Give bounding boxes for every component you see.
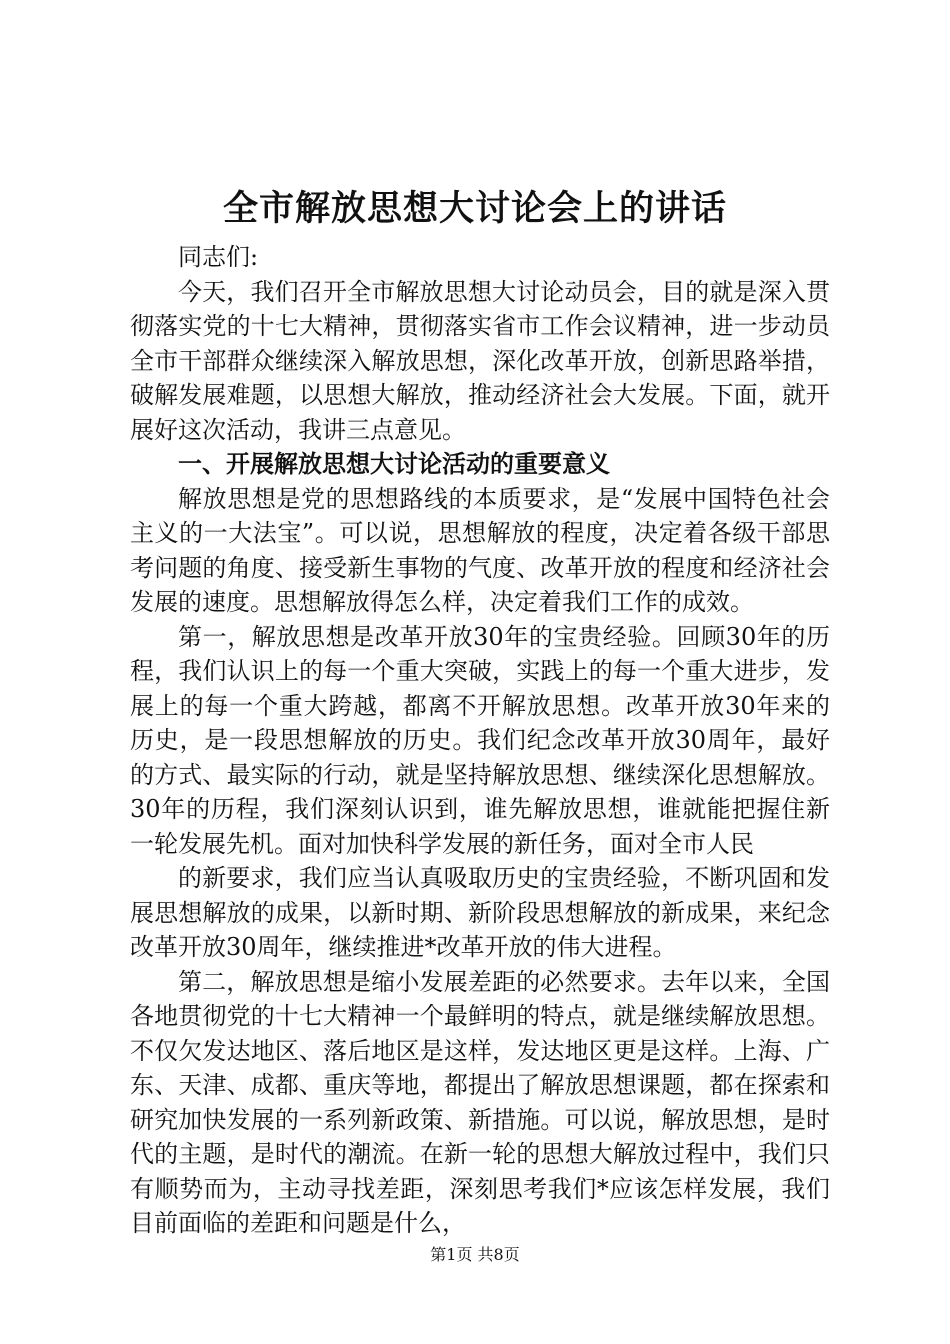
paragraph: 第一，解放思想是改革开放30年的宝贵经验。回顾30年的历程，我们认识上的每一个重大突破，实践上的每一个重大进步，发展上的每一个重大跨越，都离不开解放思想。改革开放30年来的历史，是一段思想解放的历史。我们纪念改革开放30周年，最好的方式、最实际的行动，就是坚持解放思想、继续深化思想解放。30年的历程，我们深刻认识到，谁先解放思想，谁就能把握住新一轮发展先机。面对加快科学发展的新任务，面对全市人民: [130, 622, 830, 858]
paragraph: 解放思想是党的思想路线的本质要求，是“发展中国特色社会主义的一大法宝”。可以说，思想解放的程度，决定着各级干部思考问题的角度、接受新生事物的气度、改革开放的程度和经济社会发展的速度。思想解放得怎么样，决定着我们工作的成效。: [130, 484, 830, 616]
salutation: 同志们:: [178, 243, 259, 271]
document-body: [130, 240, 830, 1241]
page-footer: 第1页 共8页: [430, 1245, 520, 1264]
section-heading: 一、开展解放思想大讨论活动的重要意义: [178, 449, 610, 478]
paragraph: 的新要求，我们应当认真吸取历史的宝贵经验，不断巩固和发展思想解放的成果，以新时期、新阶段思想解放的新成果，来纪念改革开放30周年，继续推进*改革开放的伟大进程。: [130, 864, 830, 961]
document-title: 全市解放思想大讨论会上的讲话: [222, 188, 727, 229]
paragraph: 今天，我们召开全市解放思想大讨论动员会，目的就是深入贯彻落实党的十七大精神，贯彻落实省市工作会议精神，进一步动员全市干部群众继续深入解放思想，深化改革开放，创新思路举措，破解发展难题，以思想大解放，推动经济社会大发展。下面，就开展好这次活动，我讲三点意见。: [130, 277, 830, 444]
paragraph: 第二，解放思想是缩小发展差距的必然要求。去年以来，全国各地贯彻党的十七大精神一个最鲜明的特点，就是继续解放思想。不仅欠发达地区、落后地区是这样，发达地区更是这样。上海、广东、天津、成都、重庆等地，都提出了解放思想课题，都在探索和研究加快发展的一系列新政策、新措施。可以说，解放思想，是时代的主题，是时代的潮流。在新一轮的思想大解放过程中，我们只有顺势而为，主动寻找差距，深刻思考我们*应该怎样发展，我们目前面临的差距和问题是什么，: [130, 967, 830, 1237]
